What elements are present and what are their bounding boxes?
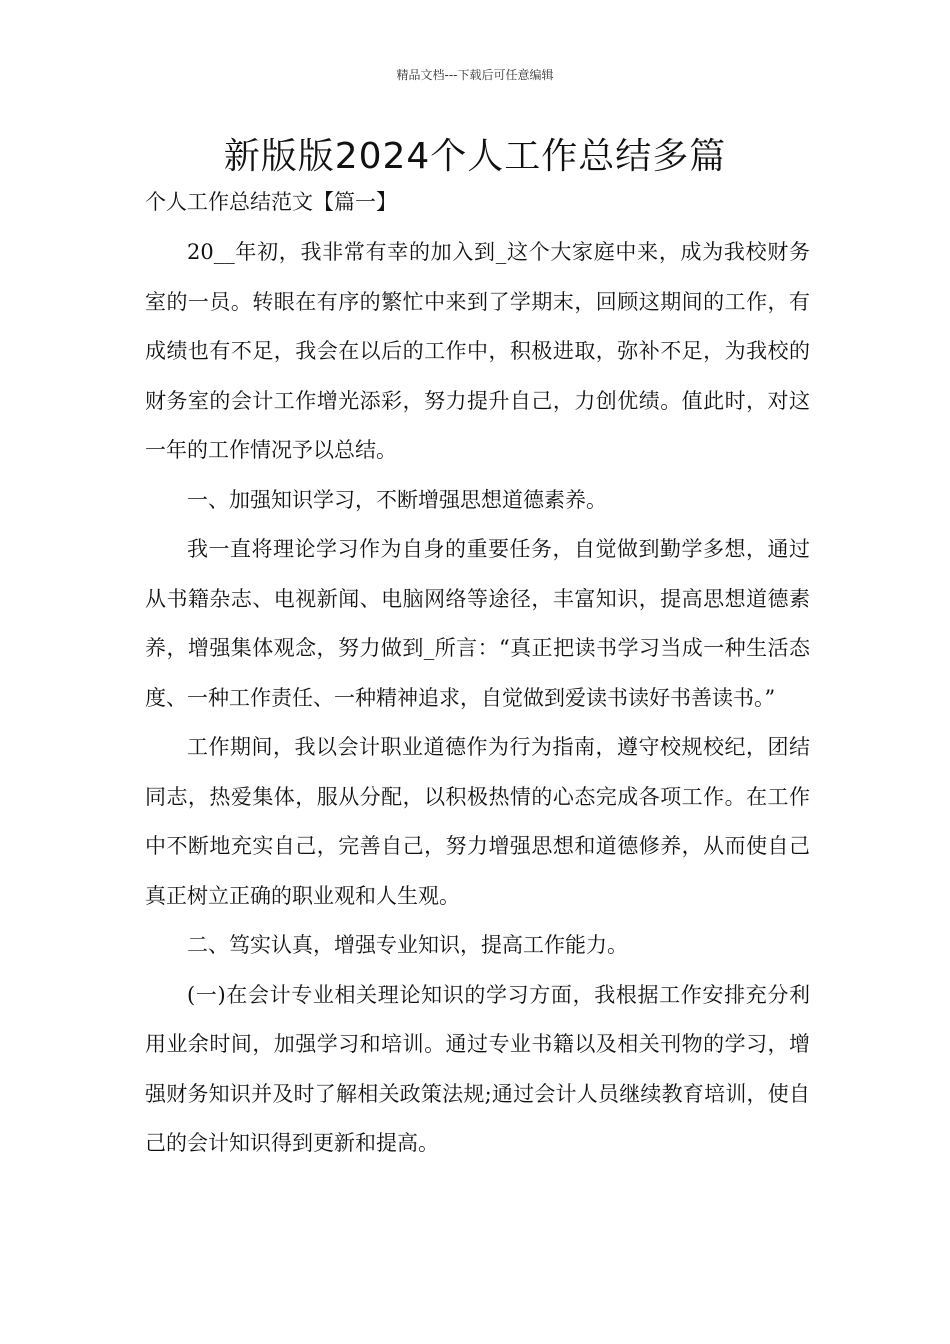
page-header: 精品文档---下载后可任意编辑 [396,68,554,82]
document-body [145,228,810,1169]
paragraph: (一)在会计专业相关理论知识的学习方面，我根据工作安排充分利用业余时间，加强学习和培训。通过专业书籍以及相关刊物的学习，增强财务知识并及时了解相关政策法规;通过会计人员继续教育培训，使自己的会计知识得到更新和提高。 [145,982,810,1155]
document-subtitle: 个人工作总结范文【篇一】 [145,190,397,214]
paragraph: 20__年初，我非常有幸的加入到_这个大家庭中来，成为我校财务室的一员。转眼在有序的繁忙中来到了学期末，回顾这期间的工作，有成绩也有不足，我会在以后的工作中，积极进取，弥补不足，为我校的财务室的会计工作增光添彩，努力提升自己，力创优绩。值此时，对这一年的工作情况予以总结。 [145,240,810,462]
document-title: 新版版2024个人工作总结多篇 [223,136,727,177]
section-heading: 二、笃实认真，增强专业知识，提高工作能力。 [187,933,628,957]
paragraph: 我一直将理论学习作为自身的重要任务，自觉做到勤学多想，通过从书籍杂志、电视新闻、电脑网络等途径，丰富知识，提高思想道德素养，增强集体观念，努力做到_所言：“真正把读书学习当成一种生活态度、一种工作责任、一种精神追求，自觉做到爱读书读好书善读书。” [145,537,810,710]
paragraph: 工作期间，我以会计职业道德作为行为指南，遵守校规校纪，团结同志，热爱集体，服从分配，以积极热情的心态完成各项工作。在工作中不断地充实自己，完善自己，努力增强思想和道德修养，从而使自己真正树立正确的职业观和人生观。 [145,735,810,908]
section-heading: 一、加强知识学习，不断增强思想道德素养。 [187,487,607,512]
